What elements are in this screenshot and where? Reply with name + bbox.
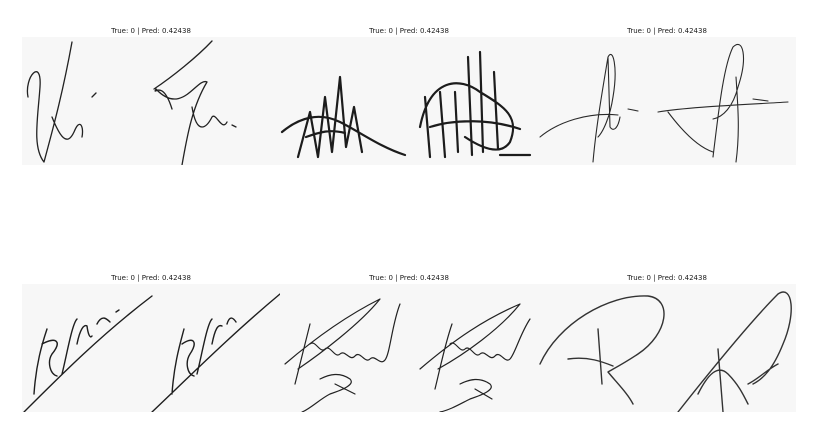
signature-pair-image	[538, 37, 796, 165]
signature-pair-image	[22, 37, 280, 165]
signature-pair-image	[22, 284, 280, 412]
signature-drawing	[538, 284, 796, 412]
panel-title: True: 0 | Pred: 0.42438	[627, 27, 707, 35]
signature-pair-image	[280, 37, 538, 165]
signature-drawing	[538, 37, 796, 165]
signature-drawing	[22, 284, 280, 412]
signature-pair-image	[538, 284, 796, 412]
panel-title: True: 0 | Pred: 0.42438	[111, 27, 191, 35]
panel-title: True: 0 | Pred: 0.42438	[369, 27, 449, 35]
signature-pair-image	[280, 284, 538, 412]
signature-drawing	[22, 37, 280, 165]
panel-title: True: 0 | Pred: 0.42438	[369, 274, 449, 282]
signature-drawing	[280, 284, 538, 412]
panel-title: True: 0 | Pred: 0.42438	[111, 274, 191, 282]
panel-title: True: 0 | Pred: 0.42438	[627, 274, 707, 282]
signature-drawing	[280, 37, 538, 165]
